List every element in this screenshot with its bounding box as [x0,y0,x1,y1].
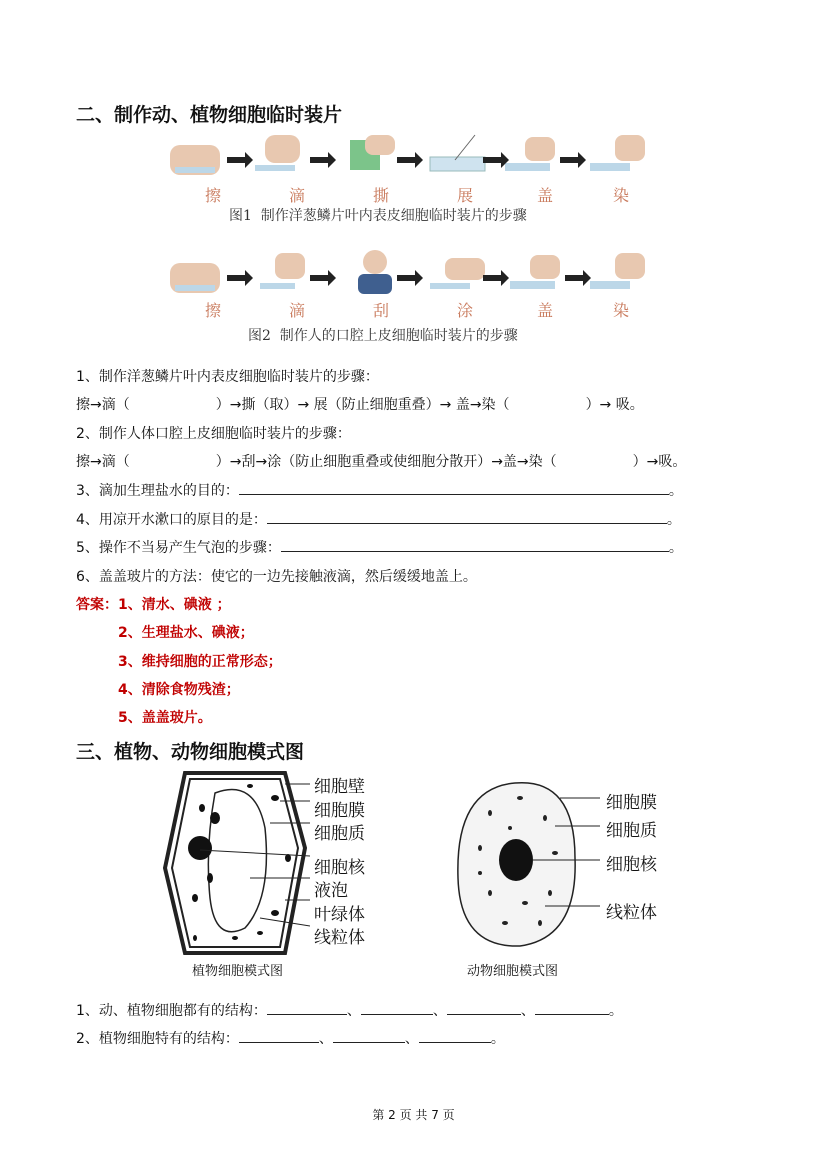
plant-label-cell-membrane: 细胞膜 [314,800,365,821]
fig2-step-2: 滴 [289,301,306,320]
s3-q1-sep-2: 、 [432,1003,447,1019]
s3-q1-sep-1: 、 [346,1003,361,1019]
q4-text: 4、用凉开水漱口的原目的是： [76,512,267,528]
q3-text: 3、滴加生理盐水的目的： [76,483,239,499]
plant-nucleus [188,836,212,860]
q4-end: 。 [666,512,681,528]
q5-blank[interactable] [281,539,669,552]
fig2-step-6: 染 [613,301,630,320]
animal-cell-diagram [450,778,610,953]
fig2-step-5: 盖 [537,301,554,320]
s3-q2-blank-3[interactable] [419,1030,491,1043]
animal-label-cell-membrane: 细胞膜 [606,793,657,813]
question-3 [76,480,683,500]
s3-q2-sep-1: 、 [318,1031,333,1047]
s3-q1-blank-4[interactable] [535,1002,609,1015]
s3-q2-blank-1[interactable] [239,1030,319,1043]
question-2: 2、制作人体口腔上皮细胞临时装片的步骤： [76,426,351,442]
question-5 [76,537,683,557]
section2-title: 二、制作动、植物细胞临时装片 [76,104,343,126]
plant-label-vacuole: 液泡 [314,881,348,901]
animal-cell-caption: 动物细胞模式图 [467,964,559,979]
answer-3: 3、维持细胞的正常形态； [118,654,282,670]
fig2-step-3: 刮 [373,301,390,320]
plant-label-cytoplasm: 细胞质 [314,824,365,844]
animal-label-mitochondria: 线粒体 [606,903,657,923]
q1-part-c: ）→ 吸。 [585,397,644,413]
s3-q1-blank-2[interactable] [361,1002,433,1015]
plant-vacuole [208,790,266,932]
q5-text: 5、操作不当易产生气泡的步骤： [76,540,281,556]
fig1-step-2: 滴 [289,186,306,205]
animal-label-cytoplasm: 细胞质 [606,821,657,841]
s3-q2-sep-2: 、 [404,1031,419,1047]
question-1-steps [76,394,644,414]
s3-q2-text: 2、植物细胞特有的结构： [76,1031,239,1047]
q2-part-b: ）→刮→涂（防止细胞重叠或使细胞分散开）→盖→染（ [215,454,557,470]
fig1-step-5: 盖 [537,186,554,205]
section3-title: 三、植物、动物细胞模式图 [76,741,305,763]
q3-blank[interactable] [239,482,669,495]
fig1-step-images [170,135,645,175]
q2-part-a: 擦→滴（ [76,454,130,470]
fig1-step-6: 染 [613,186,630,205]
fig1-step-1: 擦 [205,186,222,205]
page-footer: 第 2 页 共 7 页 [372,1108,455,1122]
s3-q1-sep-3: 、 [520,1003,535,1019]
plant-label-nucleus: 细胞核 [314,857,365,878]
s3-question-1 [76,1000,623,1020]
answer-4: 4、清除食物残渣； [118,682,240,698]
q3-end: 。 [668,483,683,499]
fig1-caption: 图1 制作洋葱鳞片叶内表皮细胞临时装片的步骤 [229,208,527,224]
s3-question-2 [76,1028,505,1048]
answer-1: 答案：1、清水、碘液 ； [76,597,231,613]
s3-q1-blank-1[interactable] [267,1002,347,1015]
question-2-steps [76,451,686,471]
q1-part-b: ）→撕（取）→ 展（防止细胞重叠）→ 盖→染（ [215,397,510,413]
s3-q2-blank-2[interactable] [333,1030,405,1043]
question-1: 1、制作洋葱鳞片叶内表皮细胞临时装片的步骤： [76,369,379,385]
q1-part-a: 擦→滴（ [76,397,130,413]
plant-cell-diagram [160,768,310,960]
fig2-step-labels [165,298,665,318]
plant-cell-caption: 植物细胞模式图 [192,964,284,979]
q5-end: 。 [668,540,683,556]
animal-nucleus [499,839,533,881]
plant-label-cell-wall: 细胞壁 [314,777,365,797]
fig1-step-labels [165,183,665,203]
s3-q2-end: 。 [490,1031,505,1047]
answer-2: 2、生理盐水、碘液； [118,625,254,641]
s3-q1-blank-3[interactable] [447,1002,521,1015]
plant-label-mitochondria: 线粒体 [314,928,365,948]
animal-label-nucleus: 细胞核 [606,855,657,875]
fig1-step-3: 撕 [373,186,390,205]
plant-cell-labels [314,776,365,951]
s3-q1-end: 。 [608,1003,623,1019]
fig2-step-images [170,250,645,294]
question-4 [76,509,681,529]
fig2-caption: 图2 制作人的口腔上皮细胞临时装片的步骤 [248,328,518,344]
answer-5: 5、盖盖玻片。 [118,710,212,726]
question-6: 6、盖盖玻片的方法：使它的一边先接触液滴，然后缓缓地盖上。 [76,569,477,585]
fig2-step-4: 涂 [457,301,474,320]
q4-blank[interactable] [267,511,667,524]
q2-part-c: ）→吸。 [632,454,687,470]
plant-label-chloroplast: 叶绿体 [314,904,365,925]
s3-q1-text: 1、动、植物细胞都有的结构： [76,1003,267,1019]
fig1-step-4: 展 [457,186,474,205]
fig2-step-1: 擦 [205,301,222,320]
